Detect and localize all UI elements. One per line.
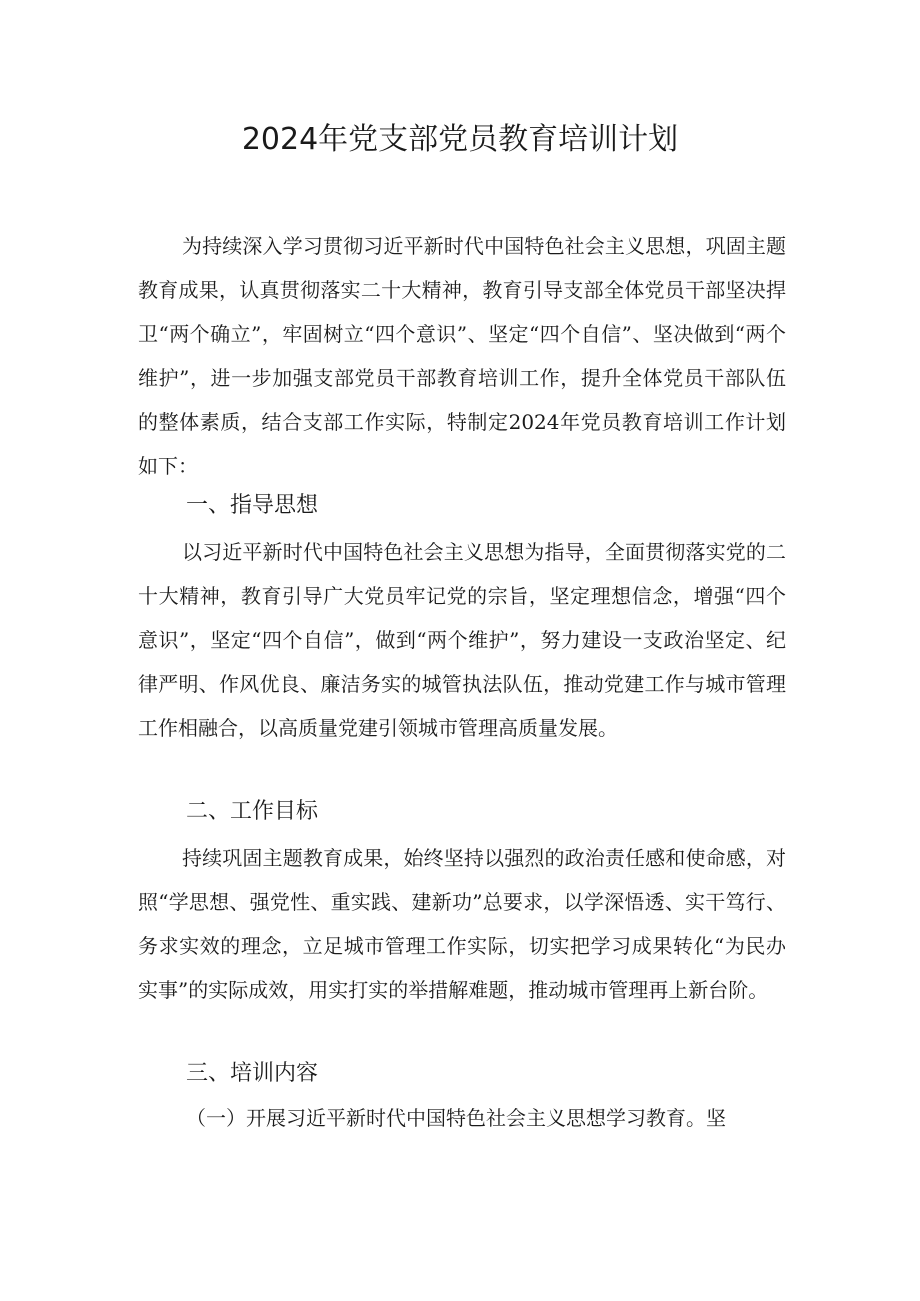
section-heading-training-content: 三、培训内容 bbox=[186, 1061, 319, 1086]
intro-paragraph: 为持续深入学习贯彻习近平新时代中国特色社会主义思想，巩固主题教育成果，认真贯彻落实二十大精神，教育引导支部全体党员干部坚决捍卫“两个确立”，牢固树立“四个意识”、坚定“四个自信”、坚决做到“两个维护”，进一步加强支部党员干部教育培训工作，提升全体党员干部队伍的整体素质，结合支部工作实际，特制定2024年党员教育培训工作计划如下： bbox=[138, 234, 786, 478]
section-heading-guiding-ideology: 一、指导思想 bbox=[186, 493, 319, 518]
section-paragraph-guiding-ideology: 以习近平新时代中国特色社会主义思想为指导，全面贯彻落实党的二十大精神，教育引导广大党员牢记党的宗旨，坚定理想信念，增强“四个意识”，坚定“四个自信”，做到“两个维护”，努力建设一支政治坚定、纪律严明、作风优良、廉洁务实的城管执法队伍，推动党建工作与城市管理工作相融合，以高质量党建引领城市管理高质量发展。 bbox=[138, 540, 786, 740]
training-content-item-1: （一）开展习近平新时代中国特色社会主义思想学习教育。坚 bbox=[186, 1106, 726, 1130]
section-heading-work-goals: 二、工作目标 bbox=[186, 799, 319, 824]
document-title: 2024年党支部党员教育培训计划 bbox=[241, 122, 679, 157]
section-paragraph-work-goals: 持续巩固主题教育成果，始终坚持以强烈的政治责任感和使命感，对照“学思想、强党性、重实践、建新功”总要求，以学深悟透、实干笃行、务求实效的理念，立足城市管理工作实际，切实把学习成果转化“为民办实事”的实际成效，用实打实的举措解难题，推动城市管理再上新台阶。 bbox=[138, 846, 786, 1002]
